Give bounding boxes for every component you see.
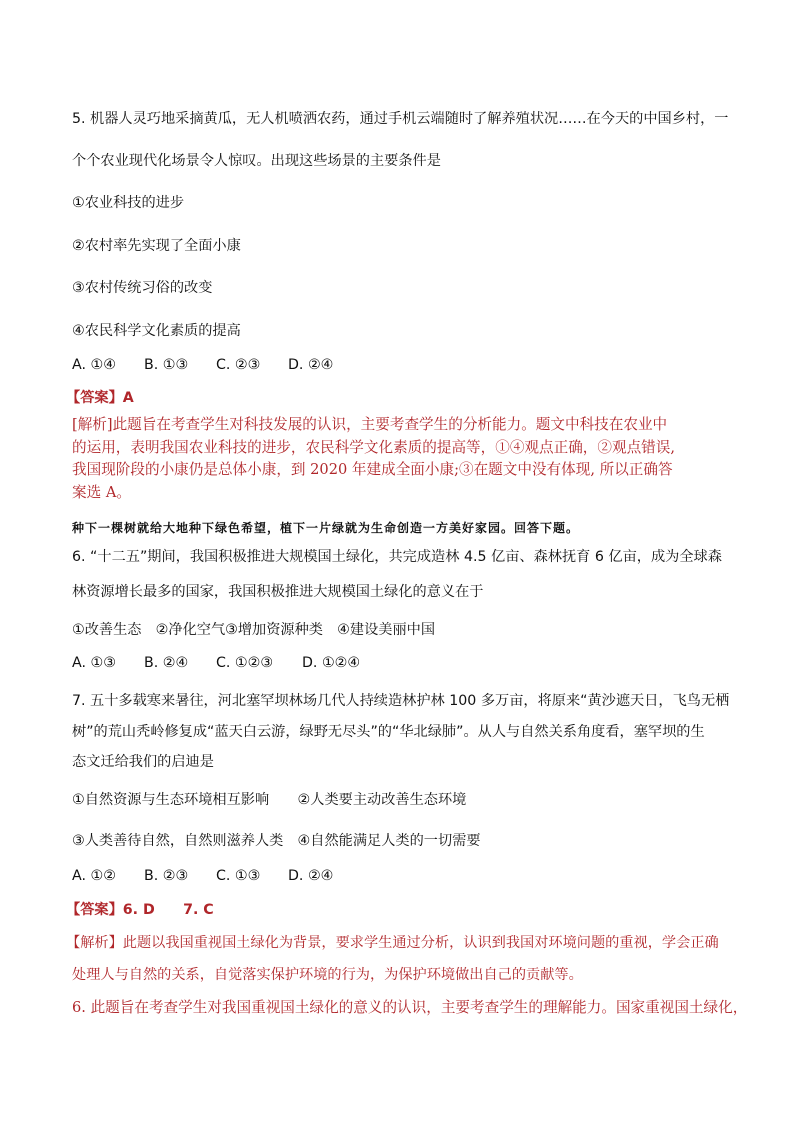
q6-items: ①改善生态 ②净化空气③增加资源种类 ④建设美丽中国 [72,622,436,638]
q5-analysis-line-3: 我国现阶段的小康仍是总体小康，到 2020 年建成全面小康;③在题文中没有体现, 所以正确答 [72,461,673,478]
q5-options [72,357,333,373]
q7-items-2: ③人类善待自然，自然则滋养人类 ④自然能满足人类的一切需要 [72,833,481,849]
q7-option-d: D. ②④ [288,868,334,884]
q6-option-c: C. ①②③ [216,655,274,671]
q5-stem-line-1: 5. 机器人灵巧地采摘黄瓜，无人机喷洒农药，通过手机云端随时了解养殖状况……在今天的中国乡村，一 [72,111,729,127]
q7-items-1: ①自然资源与生态环境相互影响 ②人类要主动改善生态环境 [72,792,467,808]
q5-item-3: ③农村传统习俗的改变 [72,280,213,296]
q5-stem-line-2: 个个农业现代化场景令人惊叹。出现这些场景的主要条件是 [72,153,441,169]
q7-stem-line-1: 7. 五十多载寒来暑往，河北塞罕坝林场几代人持续造林护林 100 多万亩，将原来“黄沙遮天日，飞鸟无栖 [72,693,730,709]
q5-option-c: C. ②③ [216,357,261,373]
q6-q7-analysis-line-1: 【解析】此题以我国重视国土绿化为背景，要求学生通过分析，认识到我国对环境问题的重视，学会正确 [66,935,719,951]
q6-option-a: A. ①③ [72,655,116,671]
q5-option-a: A. ①④ [72,357,116,373]
q5-item-1: ①农业科技的进步 [72,195,185,211]
q6-stem-line-2: 林资源增长最多的国家，我国积极推进大规模国土绿化的意义在于 [72,584,484,600]
q6-q7-analysis-line-2: 处理人与自然的关系，自觉落实保护环境的行为，为保护环境做出自己的贡献等。 [72,967,583,983]
q6-q7-answer: 【答案】6. D 7. C [66,902,214,918]
q6-analysis-line: 6. 此题旨在考查学生对我国重视国土绿化的意义的认识，主要考查学生的理解能力。国家重视国土绿化， [72,999,748,1016]
q6-stem-line-1: 6. “十二五”期间，我国积极推进大规模国土绿化，共完成造林 4.5 亿亩、森林抚育 6 亿亩，成为全球森 [72,549,722,565]
q7-option-b: B. ②③ [144,868,189,884]
q7-option-c: C. ①③ [216,868,261,884]
q6-options [72,655,360,671]
q5-analysis-line-1: [解析]此题旨在考查学生对科技发展的认识，主要考查学生的分析能力。题文中科技在农业中 [72,416,668,433]
material-intro: 种下一棵树就给大地种下绿色希望，植下一片绿就为生命创造一方美好家园。回答下题。 [72,521,580,535]
q5-item-2: ②农村率先实现了全面小康 [72,238,241,254]
q6-option-d: D. ①②④ [302,655,361,671]
q5-option-d: D. ②④ [288,357,334,373]
q5-analysis-line-4: 案选 A。 [72,484,131,501]
q7-options [72,868,333,884]
q5-item-4: ④农民科学文化素质的提高 [72,323,241,339]
q5-answer: 【答案】A [66,390,134,406]
q5-option-b: B. ①③ [144,357,189,373]
q7-stem-line-2: 树”的荒山秃岭修复成“蓝天白云游，绿野无尽头”的“华北绿肺”。从人与自然关系角度看，塞罕坝的生 [72,724,705,740]
q6-option-b: B. ②④ [144,655,189,671]
q7-option-a: A. ①② [72,868,116,884]
q5-analysis-line-2: 的运用，表明我国农业科技的进步，农民科学文化素质的提高等，①④观点正确，②观点错误, [72,439,675,456]
q7-stem-line-3: 态文迁给我们的启迪是 [72,754,214,770]
